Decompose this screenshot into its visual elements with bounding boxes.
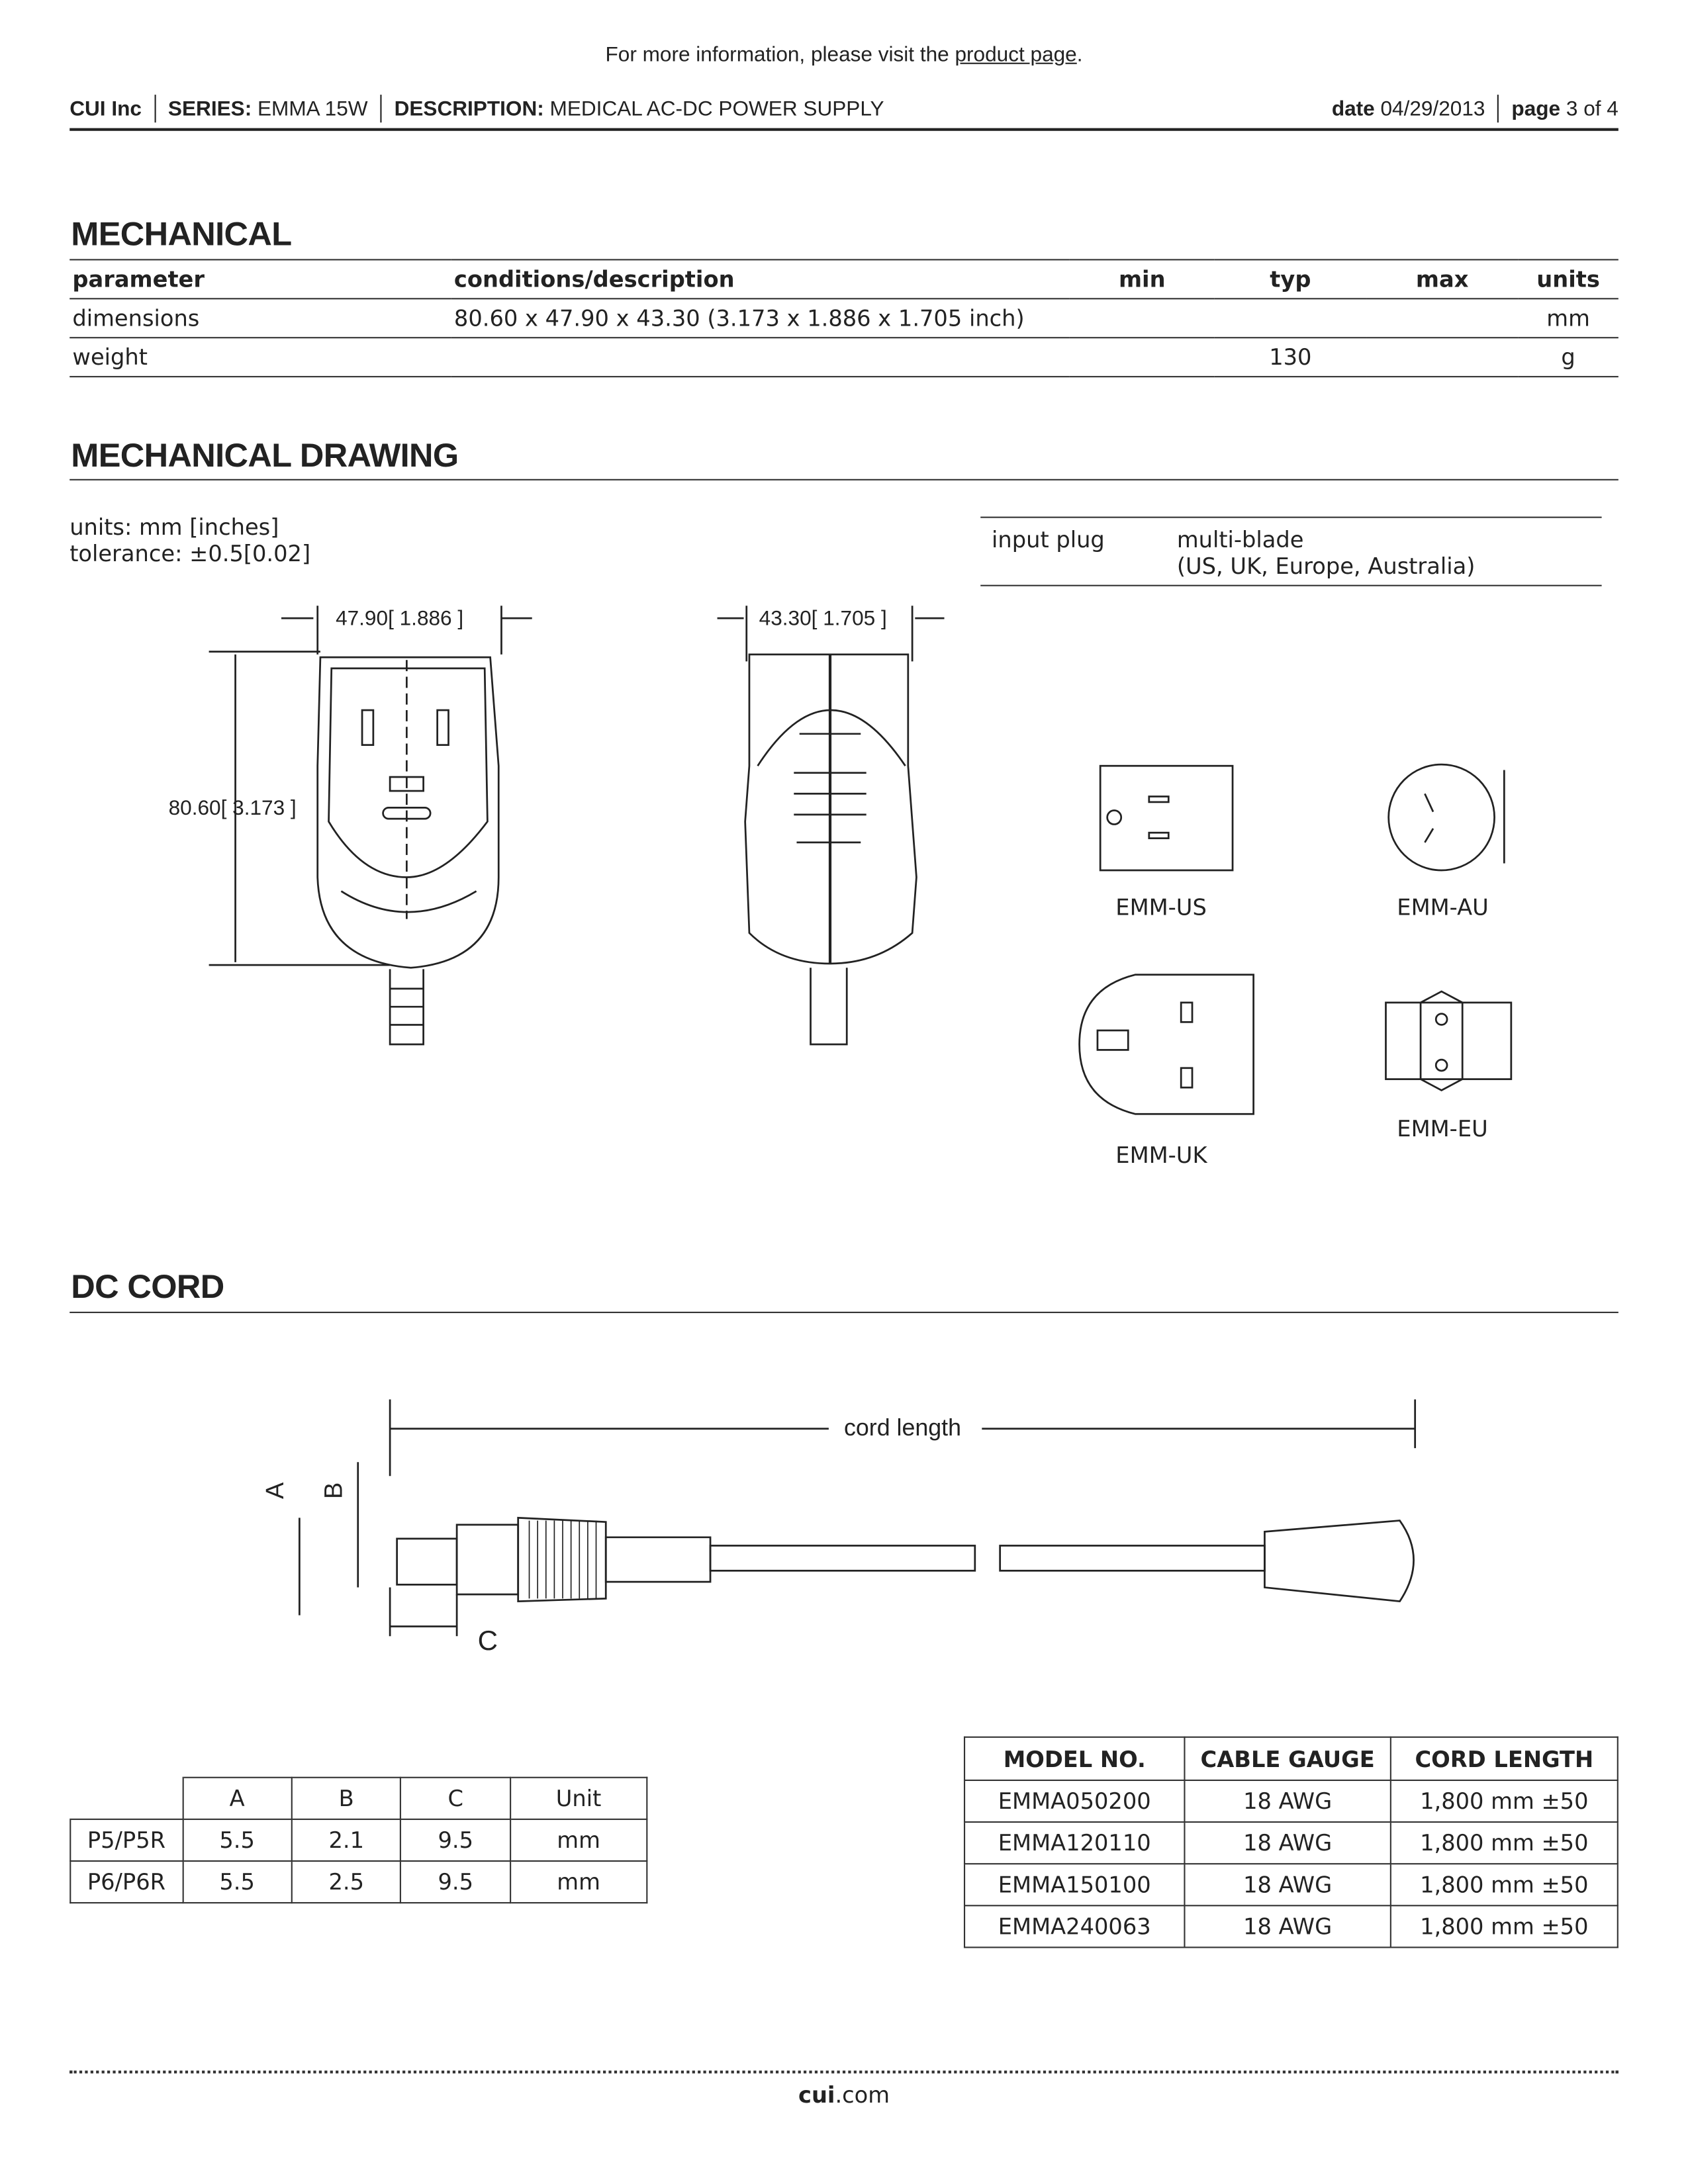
cell: EMMA120110: [964, 1822, 1184, 1864]
depth-dimension: 43.30[ 1.705 ]: [759, 607, 887, 631]
col-model: MODEL NO.: [964, 1737, 1184, 1780]
input-plug-label: input plug: [992, 526, 1105, 553]
col-typ: typ: [1215, 259, 1366, 298]
table-header-row: [964, 1737, 1618, 1780]
table-row: [70, 1861, 647, 1903]
cord-length-label: cord length: [839, 1415, 967, 1443]
width-in: 1.886: [399, 607, 452, 631]
cell: C: [401, 1778, 510, 1819]
cell: 1,800 mm ±50: [1391, 1780, 1618, 1822]
company: CUI Inc: [70, 97, 142, 120]
cell: mm: [510, 1861, 647, 1903]
cell: 18 AWG: [1184, 1905, 1390, 1947]
cell: 18 AWG: [1184, 1822, 1390, 1864]
plug-eu-drawing: [1379, 989, 1518, 1100]
dim-a-label: A: [261, 1482, 289, 1499]
front-view-drawing: [167, 599, 557, 1072]
table-header-row: [70, 259, 1618, 298]
description-label: DESCRIPTION:: [394, 97, 544, 120]
cell: 1,800 mm ±50: [1391, 1822, 1618, 1864]
date: 04/29/2013: [1380, 97, 1485, 120]
cell: dimensions: [70, 298, 451, 338]
top-note-text: For more information, please visit the: [605, 43, 955, 67]
table-row: [70, 1819, 647, 1861]
cell: EMMA050200: [964, 1780, 1184, 1822]
cell: EMMA150100: [964, 1864, 1184, 1905]
cell: EMMA240063: [964, 1905, 1184, 1947]
top-note: [0, 43, 1688, 67]
cell: mm: [510, 1819, 647, 1861]
footer-divider: [70, 2071, 1618, 2073]
table-header-row: [70, 1778, 647, 1819]
table-row: [70, 298, 1618, 338]
plug-label-us: EMM-US: [1115, 893, 1207, 921]
cell: 1,800 mm ±50: [1391, 1864, 1618, 1905]
col-conditions: conditions/description: [451, 259, 1070, 298]
depth-in: 1.705: [823, 607, 876, 631]
plug-label-au: EMM-AU: [1397, 893, 1489, 921]
cell: 1,800 mm ±50: [1391, 1905, 1618, 1947]
dim-b-label: B: [319, 1482, 348, 1499]
cell: [1070, 338, 1215, 377]
cell: [451, 338, 1070, 377]
cell: 5.5: [183, 1819, 292, 1861]
plug-us-drawing: [1094, 759, 1246, 878]
cell: [70, 1778, 182, 1819]
cell: 2.1: [292, 1819, 401, 1861]
model-table: [964, 1737, 1618, 1948]
tolerance-text: tolerance: ±0.5[0.02]: [70, 540, 311, 567]
page-header: [70, 89, 1618, 131]
table-row: [964, 1780, 1618, 1822]
page-label: page: [1511, 97, 1561, 120]
mechanical-table: [70, 259, 1618, 377]
cell: 18 AWG: [1184, 1780, 1390, 1822]
input-plug-table: [980, 517, 1601, 586]
plug-au-drawing: [1372, 759, 1524, 878]
cell: A: [183, 1778, 292, 1819]
input-plug-regions: (US, UK, Europe, Australia): [1176, 553, 1476, 580]
section-title-mechanical-drawing: MECHANICAL DRAWING: [71, 437, 459, 475]
connector-dimension-table: [70, 1777, 647, 1903]
divider: [70, 479, 1618, 480]
height-mm: 80.60: [168, 796, 221, 821]
depth-mm: 43.30: [759, 607, 812, 631]
table-row: [964, 1822, 1618, 1864]
cell: 2.5: [292, 1861, 401, 1903]
top-note-end: .: [1076, 43, 1083, 67]
cell: [1366, 338, 1518, 377]
series: EMMA 15W: [257, 97, 368, 120]
col-max: max: [1366, 259, 1518, 298]
width-mm: 47.90: [336, 607, 389, 631]
cell: P6/P6R: [70, 1861, 182, 1903]
col-units: units: [1518, 259, 1618, 298]
cell: [1215, 298, 1366, 338]
cell: [1070, 298, 1215, 338]
plug-uk-drawing: [1072, 968, 1268, 1128]
cell: g: [1518, 338, 1618, 377]
footer-site: [0, 2081, 1688, 2108]
date-label: date: [1331, 97, 1375, 120]
cell: mm: [1518, 298, 1618, 338]
cell: Unit: [510, 1778, 647, 1819]
plug-label-uk: EMM-UK: [1115, 1142, 1207, 1169]
col-min: min: [1070, 259, 1215, 298]
col-parameter: parameter: [70, 259, 451, 298]
height-in: 3.173: [232, 796, 285, 821]
col-length: CORD LENGTH: [1391, 1737, 1618, 1780]
plug-label-eu: EMM-EU: [1397, 1115, 1488, 1142]
side-view-drawing: [710, 599, 961, 1072]
cell: 9.5: [401, 1861, 510, 1903]
cell: weight: [70, 338, 451, 377]
cell: 130: [1215, 338, 1366, 377]
input-plug-value: multi-blade: [1176, 526, 1304, 553]
units-note: [70, 514, 310, 567]
table-row: [964, 1905, 1618, 1947]
cell: [1366, 298, 1518, 338]
footer-brand: cui: [798, 2081, 835, 2109]
col-gauge: CABLE GAUGE: [1184, 1737, 1390, 1780]
series-label: SERIES:: [167, 97, 252, 120]
description: MEDICAL AC-DC POWER SUPPLY: [549, 97, 884, 120]
section-title-mechanical: MECHANICAL: [71, 216, 292, 253]
cell: 5.5: [183, 1861, 292, 1903]
cell: P5/P5R: [70, 1819, 182, 1861]
divider: [70, 1312, 1618, 1313]
cell: B: [292, 1778, 401, 1819]
cell: 18 AWG: [1184, 1864, 1390, 1905]
page-number: 3 of 4: [1566, 97, 1618, 120]
table-row: [964, 1864, 1618, 1905]
footer-domain: .com: [835, 2081, 890, 2109]
dim-c-label: C: [477, 1626, 498, 1657]
units-text: units: mm [inches]: [70, 514, 279, 541]
cell: 9.5: [401, 1819, 510, 1861]
width-dimension: 47.90[ 1.886 ]: [336, 607, 464, 631]
product-page-link[interactable]: product page: [955, 43, 1077, 67]
height-dimension: 80.60[ 3.173 ]: [168, 796, 297, 821]
table-row: [70, 338, 1618, 377]
section-title-dc-cord: DC CORD: [71, 1268, 224, 1306]
cell: 80.60 x 47.90 x 43.30 (3.173 x 1.886 x 1.705 inch): [451, 298, 1070, 338]
